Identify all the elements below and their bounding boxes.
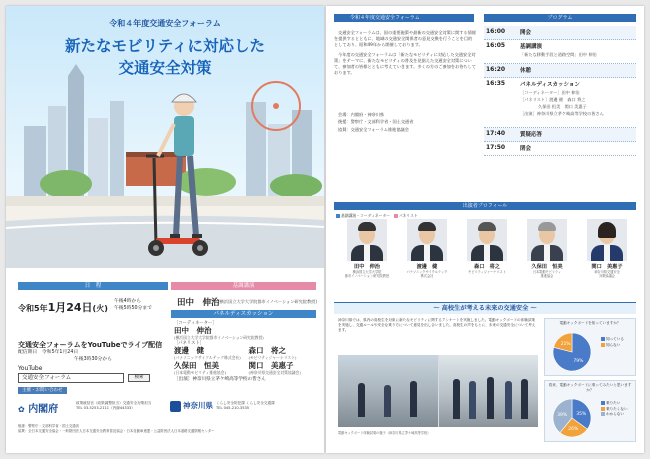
- survey-chart-1: [544, 318, 636, 376]
- time-end: 午後5時50分まで: [114, 306, 152, 311]
- portrait-photo: [467, 219, 507, 261]
- intro-paragraph: 交通安全フォーラムは、国の重要施策や最新の交通安全対策に関する情報を提供するとともに、地域の交通安全関係者の意見交換を行うことを目的としており、昭和49年から開催しております。: [334, 30, 476, 48]
- panelist-row: [174, 361, 319, 375]
- kanagawa-name: 神奈川県: [183, 401, 213, 410]
- program-desc: 久保田 恒美 関口 美惠子: [538, 104, 587, 109]
- profile-card: [518, 219, 576, 279]
- program-time: 16:35: [486, 80, 506, 87]
- contact-header: 主催・お問い合わせ: [18, 387, 67, 394]
- portrait-photo: [527, 219, 567, 261]
- date-day: (火): [92, 304, 108, 313]
- flyer-back-page: [326, 6, 644, 453]
- high-school-header: ～ 高校生が考える未来の交通安全 ～: [334, 302, 636, 314]
- cabinet-office-tel: TEL 03-5253-2111（内線44333）: [76, 406, 135, 410]
- keynote-section: [171, 282, 316, 290]
- event-date: [18, 299, 108, 315]
- program-item: [484, 40, 636, 64]
- profile-affiliation: 日本電動モビリティ: [532, 270, 562, 274]
- chart-2-legend: [601, 401, 628, 418]
- profile-name: 渡邊 健: [416, 264, 438, 270]
- profile-card: [338, 219, 396, 279]
- survey-charts: [544, 318, 636, 442]
- panel-header: パネルディスカッション: [171, 310, 316, 318]
- meta-support: 後援：警察庁・文部科学省・国土交通省: [338, 119, 414, 125]
- chart-2-title: 将来、電動キックボードに乗ってみたいと思いますか？: [548, 383, 632, 392]
- program-title: 基調講演: [520, 44, 543, 50]
- photo-caption: 電動キックボード体験試乗の様子（神奈川県立茅ケ崎高等学校）: [338, 431, 431, 435]
- date-prefix: 令和5年: [18, 304, 48, 313]
- panelist: [249, 346, 320, 360]
- crest-icon: ✿: [18, 405, 25, 414]
- trial-ride-photos: [338, 355, 538, 427]
- profile-affiliation: モビリティジャーナリスト: [468, 270, 506, 274]
- pie-chart-1: [549, 331, 595, 373]
- youtube-label: YouTube: [18, 365, 43, 372]
- panelist-row: [174, 346, 319, 360]
- panel-members: [174, 321, 319, 382]
- profile-affiliation: 対策協議会: [599, 274, 615, 279]
- youtube-announcement: 交通安全フォーラムをYouTubeでライブ配信: [18, 341, 163, 349]
- legend-item: [601, 343, 624, 349]
- panelist-role: ［パネリスト］: [174, 340, 204, 346]
- program-time: 16:20: [486, 66, 506, 73]
- pie-slice-label: 26%: [568, 426, 579, 432]
- guest-performers: ［出演］神奈川県立茅ケ崎高等学校の皆さん: [174, 377, 266, 383]
- program-item: [484, 26, 636, 40]
- date-section: [18, 282, 168, 290]
- legend-coordinator: 基調講演・コーディネーター: [341, 213, 391, 218]
- keynote-speaker: 田中 伸治: [177, 298, 220, 308]
- program-time: 16:00: [486, 28, 506, 35]
- profile-affiliation: 神奈川県交通安全: [594, 270, 620, 274]
- legend-label: わからない: [606, 412, 624, 416]
- portrait-photo: [407, 219, 447, 261]
- program-item: [484, 78, 636, 128]
- flyer-front-page: [6, 6, 324, 453]
- legend-square-icon: [394, 214, 398, 218]
- legend-label: 知っている: [606, 337, 624, 341]
- trial-photo-right: [439, 355, 538, 427]
- search-input[interactable]: 交通安全フォーラム: [18, 373, 124, 383]
- panelist-affiliation: (日本電動モビリティ推進協会): [174, 369, 226, 375]
- program-title: 休憩: [520, 68, 532, 74]
- kanagawa-contact: [216, 401, 275, 411]
- program-title: 閉会: [520, 146, 532, 152]
- intro-paragraph: 今年度の交通安全フォーラムは「新たなモビリティに対応した交通安全対策」をテーマに、新たなモビリティの普及を見据えた交通安全対策について、参加者の皆様とともに考えていきます。多くの方のご参加をお待ちしております。: [334, 51, 476, 76]
- footnote-support: 後援：警察庁・文部科学省・国土交通省: [18, 424, 80, 428]
- program-title: パネルディスカッション: [520, 82, 580, 88]
- panel-section: [171, 310, 316, 318]
- chart-1-legend: [601, 337, 624, 348]
- panelist-name: 関口 美惠子: [248, 360, 294, 370]
- back-kicker: 令和４年度交通安全フォーラム: [334, 14, 474, 22]
- panelist-affiliation: (神奈川県交通安全対策協議会): [248, 369, 301, 375]
- sponsors-footnote: [18, 424, 318, 433]
- kanagawa-mark-icon: [170, 401, 181, 412]
- kanagawa-logo: [170, 400, 213, 412]
- panelist: [174, 361, 245, 375]
- stream-schedule: [18, 350, 112, 363]
- organizers: [18, 397, 318, 421]
- panelist-affiliation: (パナソニックサイクルテック株式会社): [174, 355, 241, 361]
- keynote-affiliation: (横浜国立大学大学院都市イノベーション研究院教授): [218, 299, 317, 304]
- program-title: 開会: [520, 30, 532, 36]
- profile-card: [458, 219, 516, 274]
- date-big: 1月24日: [47, 301, 93, 314]
- cabinet-office-name: 内閣府: [28, 404, 59, 415]
- panelist-name: 渡邊 健: [174, 346, 204, 356]
- profile-affiliation: 横浜国立大学大学院: [352, 270, 382, 274]
- portrait-photo: [587, 219, 627, 261]
- profile-name: 久保田 恒美: [531, 264, 563, 270]
- legend-item: [601, 412, 628, 418]
- time-start: 午後4時から: [114, 299, 142, 304]
- legend-label: 知らない: [606, 342, 621, 347]
- footnote-sponsors: 協賛：全日本交通安全協会・一般財団法人日本交通安全教育普及協会・日本自動車連盟・公益財団法人日本道路交通情報センター: [18, 428, 215, 433]
- profile-header: 出演者プロフィール: [334, 202, 636, 210]
- panelist-affiliation: (モビリティジャーナリスト): [248, 355, 297, 361]
- profile-name: 森口 将之: [474, 264, 500, 270]
- meta-venue: 会場：内閣府・神奈川県: [338, 112, 385, 117]
- panelist: [174, 346, 245, 360]
- meta-coop: 協賛：交通安全フォーラム推進協議会: [338, 126, 409, 132]
- survey-chart-2: [544, 380, 636, 442]
- profile-affiliation: 株式会社: [420, 274, 434, 279]
- program-list: [484, 26, 636, 156]
- legend-label: 乗りたくない: [606, 406, 628, 411]
- forum-kicker: 令和４年度交通安全フォーラム: [109, 19, 221, 28]
- profile-card: [398, 219, 456, 279]
- coordinator-affiliation: (横浜国立大学大学院都市イノベーション研究院教授): [174, 335, 264, 341]
- program-desc: ［パネリスト］渡邊 健 森口 将之: [520, 97, 586, 102]
- legend-label: 乗りたい: [606, 401, 621, 405]
- keynote-header: 基調講演: [171, 282, 316, 290]
- coordinator-name: 田中 伸治: [174, 326, 212, 336]
- kanagawa-dept: くらし安全防犯課 くらし安全交通課: [216, 401, 275, 405]
- stream-time: 午後3時30分から: [74, 356, 112, 362]
- pie-slice-label: 35%: [576, 411, 587, 417]
- program-time: 16:05: [486, 42, 506, 49]
- cabinet-office-logo: [18, 400, 58, 415]
- legend-color-icon: [601, 407, 605, 411]
- pie-slice-label: 39%: [557, 412, 568, 418]
- search-button[interactable]: 検索: [128, 374, 150, 382]
- event-time: [114, 298, 152, 312]
- portrait-photo: [347, 219, 387, 261]
- profile-affiliation: 都市イノベーション研究院教授: [344, 274, 390, 279]
- profile-affiliation: 推進協会: [540, 274, 554, 279]
- kanagawa-tel: TEL 045-210-3535: [216, 406, 250, 410]
- legend-color-icon: [601, 401, 605, 405]
- program-time: 17:40: [486, 130, 506, 137]
- program-item: [484, 64, 636, 78]
- program-item: [484, 128, 636, 142]
- chart-1-title: 電動キックボードを知っていますか？: [559, 321, 621, 325]
- program-desc: 「新たな移動手段と道路空間」田中 伸治: [520, 52, 597, 57]
- legend-color-icon: [601, 337, 605, 341]
- profile-people: [334, 219, 636, 299]
- cabinet-office-dept: 政策統括官（政策調整担当）交通安全対策担当: [76, 401, 152, 405]
- trial-photo-left: [338, 355, 438, 427]
- profile-name: 田中 伸治: [354, 264, 380, 270]
- legend-color-icon: [601, 412, 605, 416]
- main-title-line2: 交通安全対策: [118, 59, 212, 77]
- date-header: 日 程: [18, 282, 168, 290]
- cabinet-office-contact: [76, 401, 151, 411]
- profile-name: 関口 美惠子: [591, 264, 623, 270]
- intro-text: [334, 30, 476, 79]
- program-item: [484, 142, 636, 156]
- organizer-meta: [338, 111, 478, 133]
- panelist: [249, 361, 320, 375]
- main-title-line1: 新たなモビリティに対応した: [65, 37, 265, 55]
- stream-date: 配信期日 令和5年1月24日: [18, 350, 79, 355]
- profile-affiliation: パナソニックサイクルテック: [406, 270, 448, 274]
- program-desc: ［コーディネーター］田中 伸治: [520, 90, 580, 95]
- program-time: 17:50: [486, 144, 506, 151]
- hero-illustration: [6, 6, 324, 268]
- high-school-text: 神奈川県では、県内の高校生を対象に新たなモビリティに関するアンケートを実施しました。電動キックボードの体験試乗を実施し、交通ルールや安全な乗り方について意見を出し合いました。高校生の声をもとに、未来の交通安全について考えます。: [338, 318, 536, 333]
- program-desc: ［出演］神奈川県立茅ケ崎高等学校の皆さん: [520, 111, 604, 116]
- pie-chart-2: [549, 397, 595, 439]
- legend-square-icon: [336, 214, 340, 218]
- program-title: 質疑応答: [520, 132, 543, 138]
- pie-slice-label: 21%: [560, 342, 571, 348]
- legend-color-icon: [601, 343, 605, 347]
- coordinator-role: ［コーディネーター］: [174, 321, 217, 326]
- panelist-name: 森口 将之: [248, 346, 286, 356]
- panelist-name: 久保田 恒美: [174, 360, 219, 370]
- profile-card: [578, 219, 636, 279]
- program-header: プログラム: [484, 14, 636, 22]
- legend-panelist: パネリスト: [398, 213, 418, 218]
- pie-slice-label: 79%: [573, 358, 584, 364]
